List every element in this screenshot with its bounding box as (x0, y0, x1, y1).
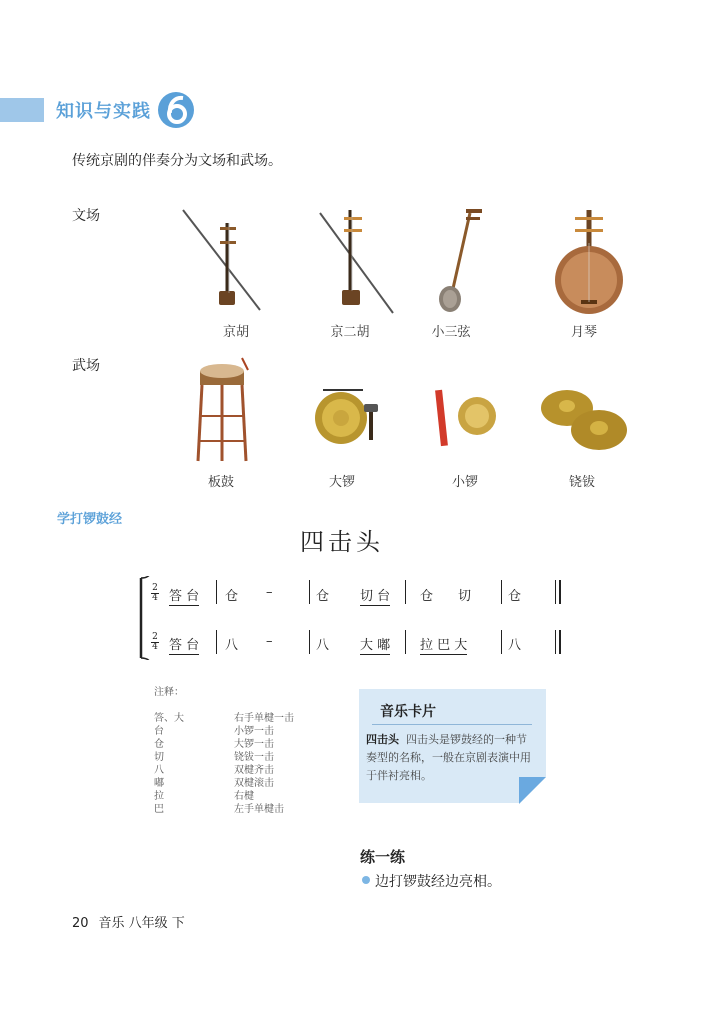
jingerhu-icon (305, 205, 405, 315)
note-row: 仓 大锣一击 (154, 739, 274, 750)
note-row: 八 双楗齐击 (154, 765, 274, 776)
barline (216, 630, 217, 654)
score-row1-note: 仓 (508, 589, 522, 604)
wenchang-label: 文场 (72, 208, 100, 224)
music-card-divider (372, 724, 532, 725)
exercise-item: 边打锣鼓经边亮相。 (375, 874, 501, 890)
intro-text: 传统京剧的伴奏分为文场和武场。 (72, 153, 282, 169)
score-row2-note: 八 (225, 638, 239, 653)
instrument-label-xiaoluo: 小锣 (451, 475, 478, 490)
score-row2-note: 八 (508, 638, 522, 653)
instrument-label-bangu: 板鼓 (207, 475, 234, 490)
music-card-title: 音乐卡片 (380, 704, 436, 720)
note-row: 嘟 双楗滚击 (154, 778, 274, 789)
barline (405, 580, 406, 604)
instrument-label-daluo: 大锣 (328, 475, 355, 490)
music-card-term: 四击头 (366, 733, 399, 746)
final-barline-thick (559, 580, 561, 604)
daluo-icon (305, 376, 405, 486)
instrument-label-jingerhu: 京二胡 (330, 325, 370, 340)
score-row1-rest: – (266, 585, 273, 600)
score-title: 四击头 (300, 528, 384, 556)
final-barline-thin (555, 580, 556, 604)
instrument-label-xiaosanxian: 小三弦 (431, 325, 471, 340)
barline (216, 580, 217, 604)
bullet-icon (362, 876, 370, 884)
barline (501, 580, 502, 604)
section-number-icon (157, 91, 195, 129)
bangu-icon (170, 356, 270, 466)
score-row1-note: 切 台 (360, 585, 390, 606)
notes-title: 注释： (154, 687, 184, 698)
score-row1-note: 仓 (420, 589, 434, 604)
score-row1-pickup: 答 台 (169, 585, 199, 606)
score-system-bracket (136, 576, 152, 660)
note-row: 切 铙钹一击 (154, 752, 274, 763)
barline (501, 630, 502, 654)
score-row2-note: 八 (316, 638, 330, 653)
score-row1-note: 仓 (225, 589, 239, 604)
final-barline-thick (559, 630, 561, 654)
note-row: 台 小锣一击 (154, 726, 274, 737)
score-row1-note: 仓 (316, 589, 330, 604)
xiaosanxian-icon (412, 205, 512, 315)
barline (309, 580, 310, 604)
music-card-body (366, 731, 536, 785)
score-row2-rest: – (266, 634, 273, 649)
book-title: 音乐 八年级 下 (98, 916, 185, 931)
barline (309, 630, 310, 654)
score-row2-note: 大 嘟 (360, 634, 390, 655)
music-card-text: 四击头是锣鼓经的一种节奏型的名称，一般在京剧表演中用于伴衬亮相。 (366, 733, 531, 782)
time-signature-row2: 2 4 (152, 632, 158, 652)
note-row: 巴 左手单楗击 (154, 804, 284, 815)
instrument-label-yueqin: 月琴 (570, 325, 597, 340)
exercise-title: 练一练 (360, 848, 406, 866)
time-signature-row1: 2 4 (152, 583, 158, 603)
score-row1-note: 切 (458, 589, 472, 604)
header-accent-bar (0, 98, 44, 122)
instrument-label-jinghu: 京胡 (222, 325, 249, 340)
instrument-label-naobo: 铙钹 (568, 475, 595, 490)
final-barline-thin (555, 630, 556, 654)
jinghu-icon (175, 205, 275, 315)
score-notes (154, 686, 294, 816)
practice-subtitle: 学打锣鼓经 (57, 512, 123, 527)
yueqin-icon (545, 205, 645, 315)
barline (405, 630, 406, 654)
page-fold-icon (519, 777, 546, 804)
page-footer (72, 912, 185, 931)
note-row: 答、大 右手单楗一击 (154, 713, 294, 724)
note-row: 拉 右楗 (154, 791, 254, 802)
section-header-title: 知识与实践 (56, 101, 151, 122)
page-number: 20 (72, 916, 89, 931)
score-row2-pickup: 答 台 (169, 634, 199, 655)
score-row2-note: 拉 巴 大 (420, 634, 467, 655)
wuchang-label: 武场 (72, 358, 100, 374)
